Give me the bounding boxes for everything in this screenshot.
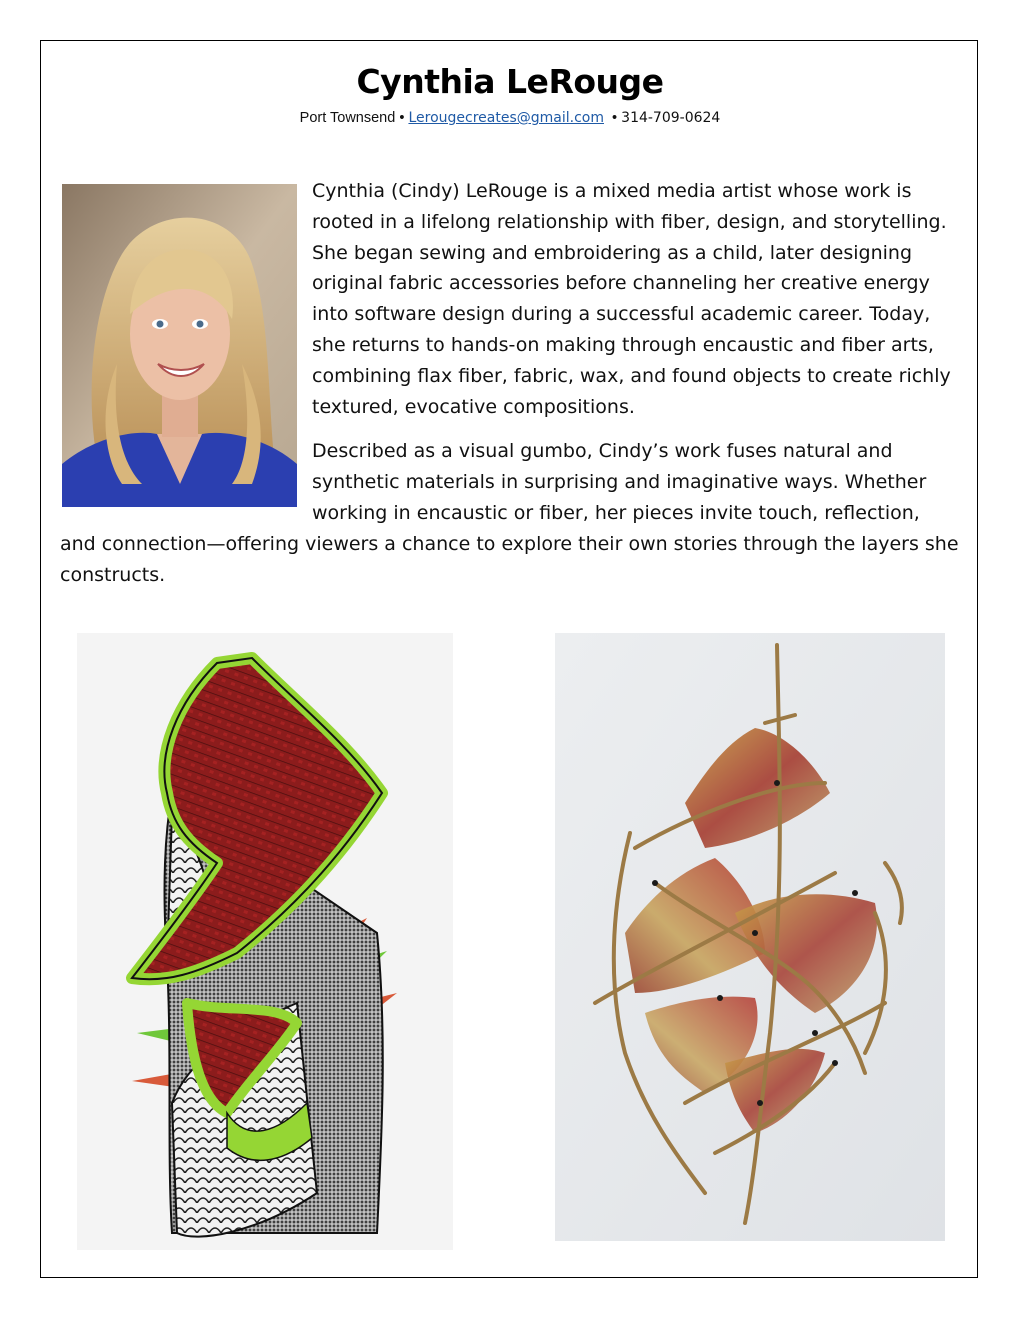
- bio-paragraph: Cynthia (Cindy) LeRouge is a mixed media artist whose work is rooted in a lifelong relationship with fiber, design, and storytelling. She began sewing and embroidering as a child, later designing original fabric accessories before channeling her creative energy into software design during a successful academic career. Today, she returns to hands-on making through encaustic and fiber arts, combining flax fiber, fabric, wax, and found objects to create richly textured, evocative compositions.: [312, 180, 951, 418]
- phone-number: 314-709-0624: [621, 110, 721, 126]
- contact-line: [0, 110, 1020, 126]
- artist-name-heading: Cynthia LeRouge: [356, 62, 664, 101]
- separator-dot: •: [399, 110, 405, 126]
- artist-bio: [60, 176, 960, 604]
- email-link[interactable]: Lerougecreates@gmail.com: [408, 110, 604, 126]
- bio-paragraph: Described as a visual gumbo, Cindy’s work fuses natural and synthetic materials in surprising and imaginative ways. Whether working in encaustic or fiber, her pieces invite touch, reflection, and connection—offering viewers a chance to explore their own stories through the layers she constructs.: [60, 440, 959, 586]
- separator-dot: •: [612, 110, 618, 126]
- artist-portrait-photo: [62, 184, 297, 507]
- fiber-sculpture-artwork-image: [77, 633, 453, 1250]
- location-text: Port Townsend: [299, 110, 396, 126]
- encaustic-fiber-wall-piece-image: [555, 633, 945, 1241]
